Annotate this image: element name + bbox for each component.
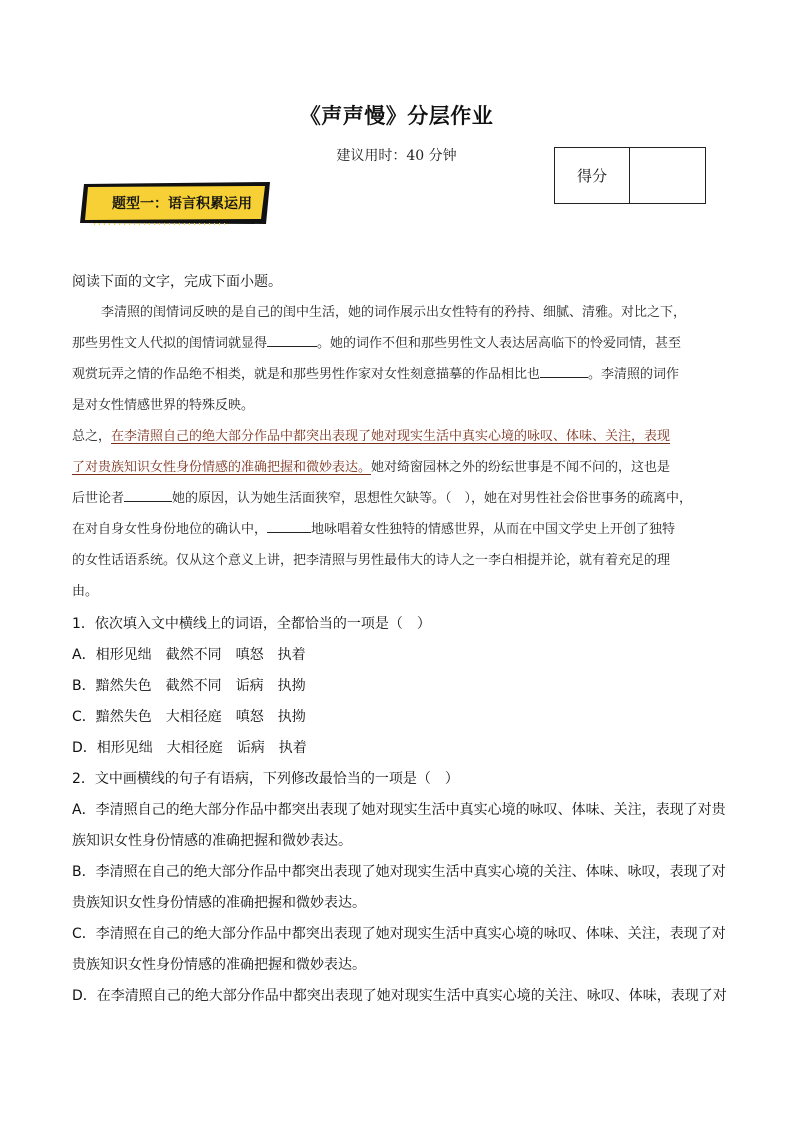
passage-line bbox=[72, 518, 675, 537]
passage-text: 观赏玩弄之情的作品绝不相类，就是和那些男性作家对女性刻意描摹的作品相比也 bbox=[72, 367, 541, 382]
document-title: 《声声慢》分层作业 bbox=[299, 104, 494, 128]
fill-blank bbox=[267, 520, 311, 533]
passage-line bbox=[72, 456, 670, 475]
question-2-stem: 2．文中画横线的句子有语病，下列修改最恰当的一项是（ ） bbox=[72, 771, 459, 787]
score-box bbox=[554, 147, 706, 204]
fill-blank bbox=[540, 365, 588, 378]
question-1-option-a: A．相形见绌 截然不同 嗔怒 执着 bbox=[72, 647, 306, 663]
passage-line: 的女性话语系统。仅从这个意义上讲，把李清照与男性最伟大的诗人之一李白相提并论，就有着充足的理 bbox=[72, 553, 671, 568]
underlined-sentence: 了对贵族知识女性身份情感的准确把握和微妙表达。 bbox=[72, 460, 372, 475]
question-1-stem: 1．依次填入文中横线上的词语，全都恰当的一项是（ ） bbox=[72, 616, 431, 632]
question-2-option-c: C．李清照在自己的绝大部分作品中都突出表现了她对现实生活中真实心境的咏叹、体味、关注，表现了对 bbox=[72, 926, 726, 942]
question-1-option-b: B．黯然失色 截然不同 诟病 执拗 bbox=[72, 678, 306, 694]
question-2-option-a: A．李清照自己的绝大部分作品中都突出表现了她对现实生活中真实心境的咏叹、体味、关注，表现了对贵 bbox=[72, 802, 726, 818]
suggested-time: 建议用时：40 分钟 bbox=[336, 148, 457, 164]
passage-line: 是对女性情感世界的特殊反映。 bbox=[72, 398, 255, 413]
section-label: 题型一：语言积累运用 bbox=[112, 196, 252, 212]
question-2-option-a-cont: 族知识女性身份情感的准确把握和微妙表达。 bbox=[72, 833, 352, 849]
question-2-option-b: B．李清照在自己的绝大部分作品中都突出表现了她对现实生活中真实心境的关注、体味、咏叹，表现了对 bbox=[72, 864, 726, 880]
question-1-option-c: C．黯然失色 大相径庭 嗔怒 执拗 bbox=[72, 709, 306, 725]
instruction-text: 阅读下面的文字，完成下面小题。 bbox=[72, 274, 282, 290]
passage-text: 地咏唱着女性独特的情感世界，从而在中国文学史上开创了独特 bbox=[311, 522, 676, 537]
question-1-option-d: D．相形见绌 大相径庭 诟病 执着 bbox=[72, 740, 307, 756]
passage-line bbox=[72, 363, 679, 382]
passage-text: 那些男性文人代拟的闺情词就显得 bbox=[72, 336, 268, 351]
fill-blank bbox=[267, 334, 317, 347]
question-2-option-c-cont: 贵族知识女性身份情感的准确把握和微妙表达。 bbox=[72, 957, 366, 973]
passage-line: 李清照的闺情词反映的是自己的闺中生活，她的词作展示出女性特有的矜持、细腻、清雅。对比之下， bbox=[101, 305, 687, 320]
passage-line bbox=[72, 487, 692, 506]
passage-text: 她对绮窗园林之外的纷纭世事是不闻不问的，这也是 bbox=[371, 460, 671, 475]
underlined-sentence: 在李清照自己的绝大部分作品中都突出表现了她对现实生活中真实心境的咏叹、体味、关注，表现 bbox=[111, 429, 671, 444]
question-2-option-b-cont: 贵族知识女性身份情感的准确把握和微妙表达。 bbox=[72, 895, 366, 911]
fill-blank bbox=[124, 489, 172, 502]
passage-text: 。李清照的词作 bbox=[588, 367, 680, 382]
passage-text: 她的原因，认为她生活面狭窄，思想性欠缺等。（ ），她在对男性社会俗世事务的疏离中， bbox=[172, 491, 693, 506]
section-banner bbox=[76, 180, 272, 226]
passage-line bbox=[72, 425, 670, 444]
passage-text: 总之， bbox=[72, 429, 112, 444]
passage-text: 后世论者 bbox=[72, 491, 125, 506]
question-2-option-d: D．在李清照自己的绝大部分作品中都突出表现了她对现实生活中真实心境的关注、咏叹、体味，表现了对 bbox=[72, 988, 727, 1004]
passage-text: 在对自身女性身份地位的确认中， bbox=[72, 522, 268, 537]
score-value bbox=[630, 148, 705, 203]
passage-text: 。她的词作不但和那些男性文人表达居高临下的怜爱同情，甚至 bbox=[317, 336, 682, 351]
passage-line: 由。 bbox=[72, 584, 99, 599]
score-label: 得分 bbox=[555, 148, 630, 203]
passage-line bbox=[72, 332, 681, 351]
